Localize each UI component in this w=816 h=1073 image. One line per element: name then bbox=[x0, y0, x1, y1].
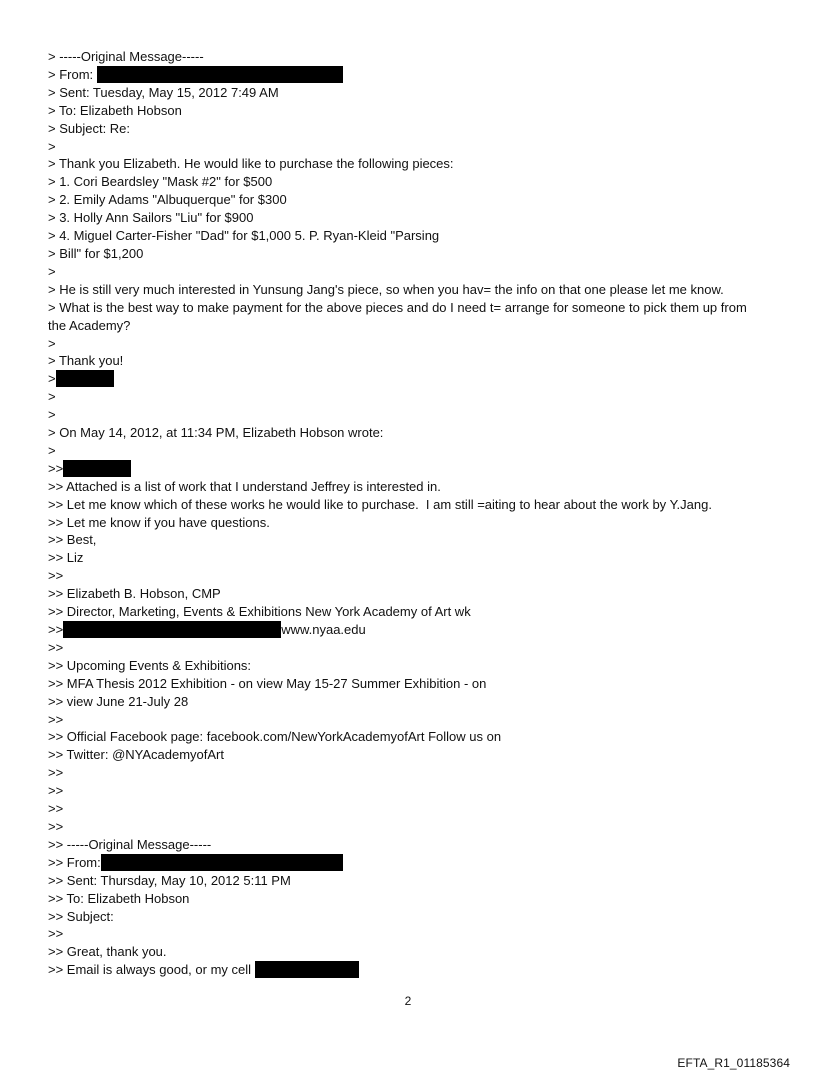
from-label: > From: bbox=[48, 66, 94, 82]
quote-blank-line: >> bbox=[48, 926, 64, 942]
purchase-item-4: > 4. Miguel Carter-Fisher "Dad" for $1,000 5. P. Ryan-Kleid "Parsing bbox=[48, 228, 440, 244]
purchase-item-3: > 3. Holly Ann Sailors "Liu" for $900 bbox=[48, 210, 254, 226]
redaction-block bbox=[63, 621, 281, 638]
quote-blank-line: > bbox=[48, 138, 56, 154]
quote-blank-line: >> bbox=[48, 801, 64, 817]
purchase-item-1: > 1. Cori Beardsley "Mask #2" for $500 bbox=[48, 174, 273, 190]
redaction-block bbox=[63, 460, 131, 477]
quote-blank-line: > bbox=[48, 263, 56, 279]
redaction-block bbox=[101, 854, 343, 871]
events-heading: >> Upcoming Events & Exhibitions: bbox=[48, 657, 252, 673]
events-line-2: >> view June 21-July 28 bbox=[48, 693, 189, 709]
signature-contact-line bbox=[48, 621, 768, 639]
let-know-line: >> Let me know which of these works he would like to purchase. I am still =aiting to hear about the work by Y.Jang. bbox=[48, 496, 712, 512]
facebook-line: >> Official Facebook page: facebook.com/NewYorkAcademyofArt Follow us on bbox=[48, 729, 502, 745]
best-line: >> Best, bbox=[48, 532, 97, 548]
original-message-label: >> -----Original Message----- bbox=[48, 836, 212, 852]
email-cell-line bbox=[48, 961, 768, 979]
email-thread bbox=[48, 48, 768, 979]
quote-blank-line: >> bbox=[48, 818, 64, 834]
events-line-1: >> MFA Thesis 2012 Exhibition - on view May 15-27 Summer Exhibition - on bbox=[48, 675, 487, 691]
sent-line: >> Sent: Thursday, May 10, 2012 5:11 PM bbox=[48, 872, 291, 888]
purchase-item-2: > 2. Emily Adams "Albuquerque" for $300 bbox=[48, 192, 287, 208]
page-number: 2 bbox=[404, 994, 412, 1008]
signature-contact-marker: >> bbox=[48, 622, 64, 637]
interest-paragraph: > He is still very much interested in Yunsung Jang's piece, so when you hav= the info on that one please let me know. bbox=[48, 281, 724, 297]
great-line: >> Great, thank you. bbox=[48, 944, 167, 960]
quote-blank-line: >> bbox=[48, 783, 64, 799]
original-message-label: > -----Original Message----- bbox=[48, 49, 204, 64]
signature-marker: > bbox=[48, 371, 56, 387]
sent-line: > Sent: Tuesday, May 15, 2012 7:49 AM bbox=[48, 84, 279, 100]
redaction-block bbox=[56, 370, 114, 387]
subject-line: > Subject: Re: bbox=[48, 120, 131, 136]
quote-blank-line: > bbox=[48, 389, 56, 405]
quote-blank-line: > bbox=[48, 442, 56, 458]
website-link[interactable]: www.nyaa.edu bbox=[281, 622, 366, 637]
payment-paragraph: > What is the best way to make payment for the above pieces and do I need t= arrange for someone to pick them up from the Academy? bbox=[48, 299, 747, 333]
to-line: > To: Elizabeth Hobson bbox=[48, 102, 182, 118]
subject-line: >> Subject: bbox=[48, 908, 114, 924]
attached-line: >> Attached is a list of work that I understand Jeffrey is interested in. bbox=[48, 478, 441, 494]
signature-line bbox=[48, 370, 768, 388]
wrote-line: > On May 14, 2012, at 11:34 PM, Elizabeth Hobson wrote: bbox=[48, 425, 384, 441]
quote-blank-line: > bbox=[48, 335, 56, 351]
greeting-marker: >> bbox=[48, 460, 64, 476]
to-line: >> To: Elizabeth Hobson bbox=[48, 890, 190, 906]
thanks-line: > Thank you! bbox=[48, 353, 124, 369]
redaction-block bbox=[97, 66, 343, 83]
questions-line: >> Let me know if you have questions. bbox=[48, 514, 270, 530]
reply-intro: > Thank you Elizabeth. He would like to purchase the following pieces: bbox=[48, 156, 454, 172]
signature-title: >> Director, Marketing, Events & Exhibitions New York Academy of Art wk bbox=[48, 604, 471, 620]
quote-blank-line: >> bbox=[48, 568, 64, 584]
email-cell-text: >> Email is always good, or my cell bbox=[48, 962, 252, 978]
from-line bbox=[48, 854, 768, 872]
from-line bbox=[48, 66, 768, 84]
quote-blank-line: >> bbox=[48, 639, 64, 655]
quote-blank-line: >> bbox=[48, 765, 64, 781]
redaction-block bbox=[255, 961, 359, 978]
twitter-line: >> Twitter: @NYAcademyofArt bbox=[48, 747, 225, 763]
from-label: >> From: bbox=[48, 854, 101, 870]
greeting-line bbox=[48, 460, 768, 478]
quote-blank-line: > bbox=[48, 407, 56, 423]
purchase-item-4-continued: > Bill" for $1,200 bbox=[48, 245, 144, 261]
quote-blank-line: >> bbox=[48, 711, 64, 727]
signature-name: >> Elizabeth B. Hobson, CMP bbox=[48, 586, 221, 602]
liz-line: >> Liz bbox=[48, 550, 84, 566]
document-id: EFTA_R1_01185364 bbox=[677, 1056, 790, 1070]
